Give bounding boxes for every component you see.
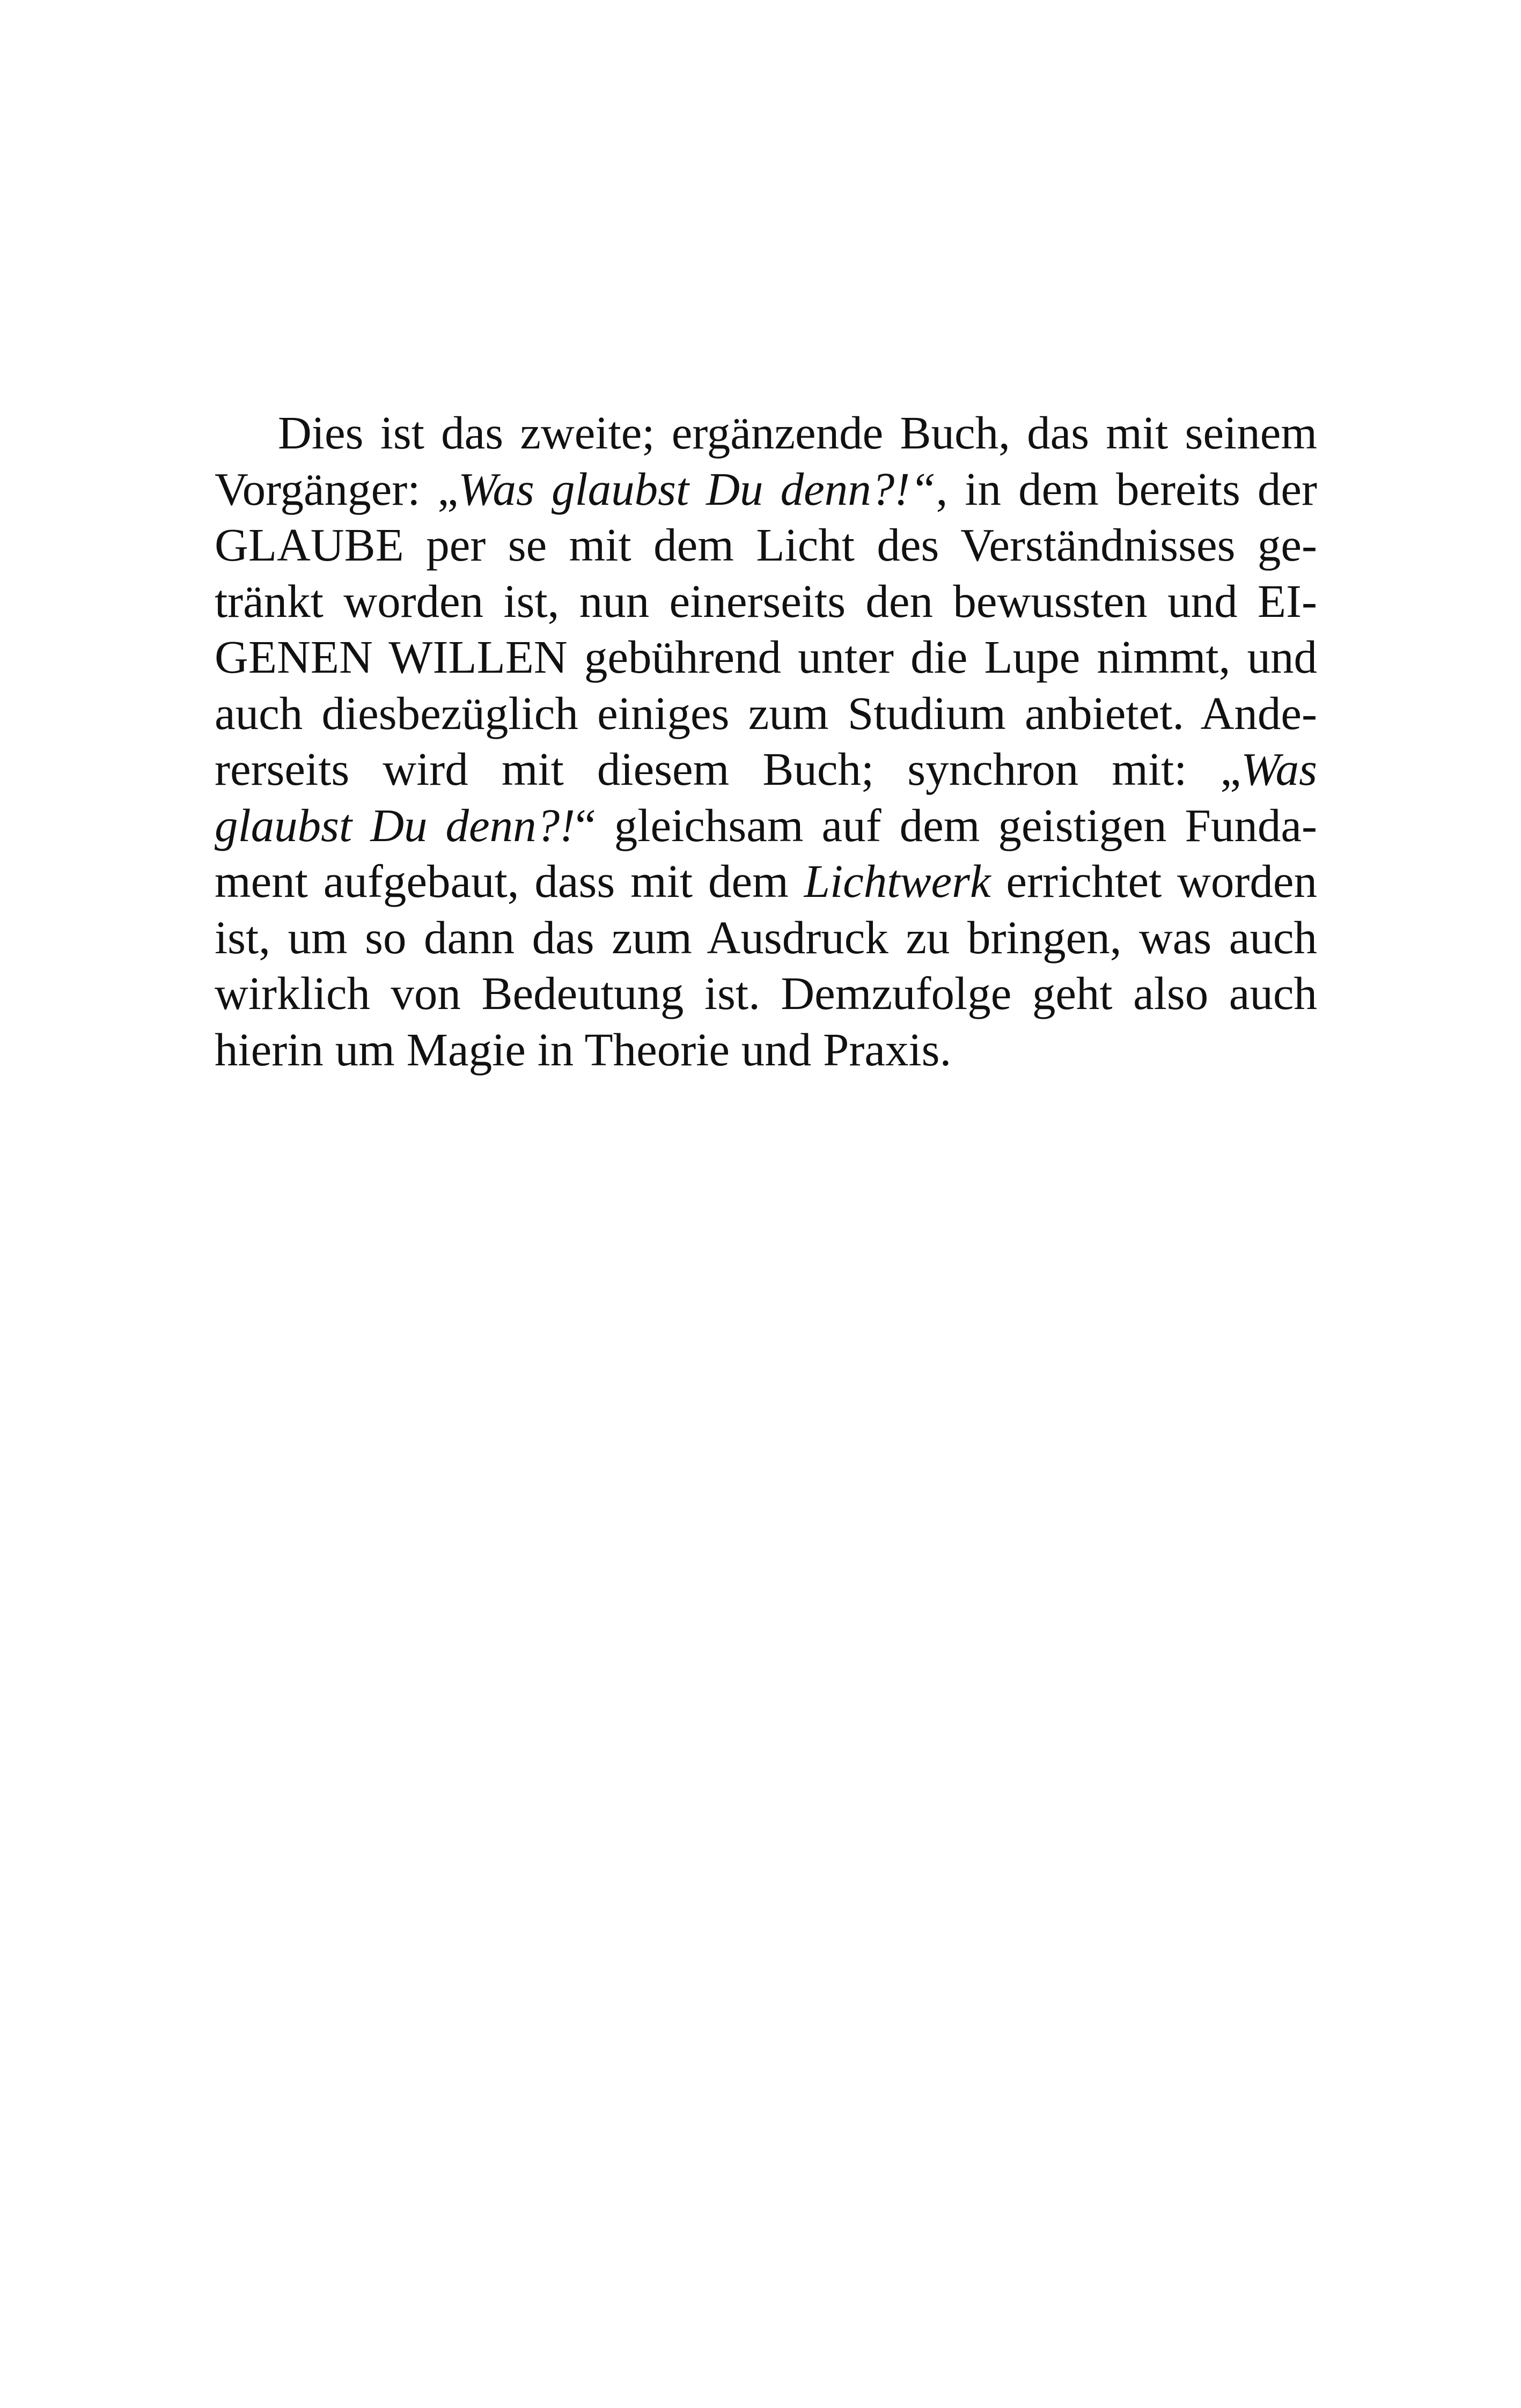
text-segment: Dies ist das zweite; ergänzende Buch, das mit seinem xyxy=(278,407,1317,459)
book-title-italic: Was glaubst Du denn?!“ xyxy=(458,462,936,515)
paragraph-line xyxy=(215,629,1317,686)
text-segment: GLAUBE per se mit dem Licht des Verständnisses ge- xyxy=(215,519,1317,571)
paragraph-line xyxy=(215,1022,1317,1078)
text-segment: hierin um Magie in Theorie und Praxis. xyxy=(215,1023,952,1076)
paragraph-line xyxy=(215,573,1317,630)
text-segment: auch diesbezüglich einiges zum Studium anbietet. Ande- xyxy=(215,687,1317,739)
paragraph-line xyxy=(215,798,1317,854)
body-paragraph xyxy=(215,405,1317,1078)
paragraph-line xyxy=(215,461,1317,518)
text-segment: rerseits wird mit diesem Buch; synchron mit: „ xyxy=(215,743,1241,795)
book-title-italic: Was xyxy=(1241,743,1317,795)
paragraph-line xyxy=(215,517,1317,573)
paragraph-line xyxy=(215,966,1317,1022)
work-title-italic: Lichtwerk xyxy=(804,855,991,907)
book-title-italic: glaubst Du denn?! xyxy=(215,799,576,851)
text-segment: tränkt worden ist, nun einerseits den bewussten und EI- xyxy=(215,575,1317,627)
text-segment: ment aufgebaut, dass mit dem xyxy=(215,855,804,907)
text-segment: ist, um so dann das zum Ausdruck zu bringen, was auch xyxy=(215,911,1317,963)
paragraph-line xyxy=(215,405,1317,461)
text-segment: “ gleichsam auf dem geistigen Funda- xyxy=(575,799,1317,851)
paragraph-line xyxy=(215,741,1317,798)
paragraph-line xyxy=(215,910,1317,966)
text-segment: , in dem bereits der xyxy=(936,462,1317,515)
text-segment: GENEN WILLEN gebührend unter die Lupe nimmt, und xyxy=(215,631,1317,683)
text-segment: errichtet worden xyxy=(990,855,1318,907)
text-segment: Vorgänger: „ xyxy=(215,462,459,515)
paragraph-line xyxy=(215,686,1317,742)
text-segment: wirklich von Bedeutung ist. Demzufolge geht also auch xyxy=(215,967,1317,1019)
paragraph-line xyxy=(215,853,1317,910)
